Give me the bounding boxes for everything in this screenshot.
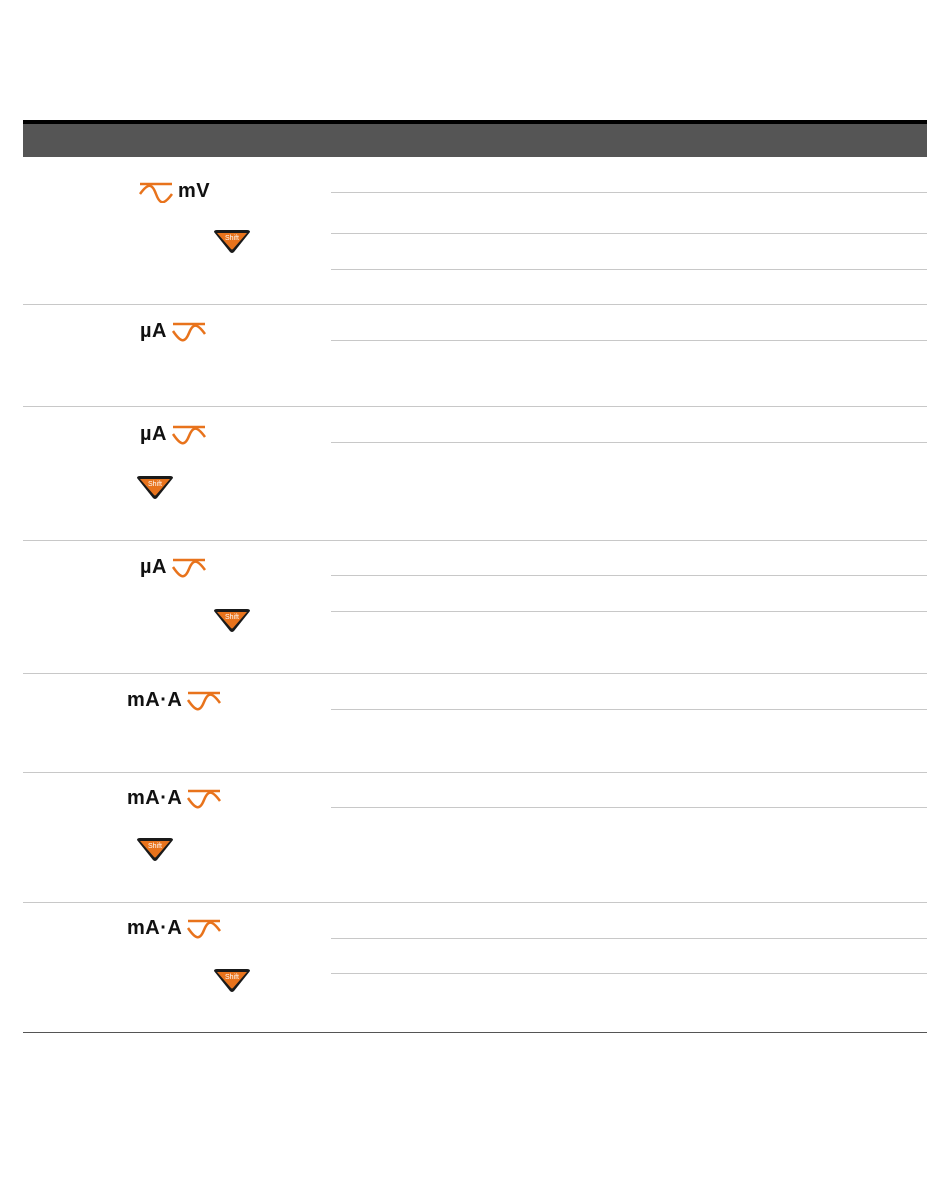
ac-dc-wave-icon xyxy=(171,422,207,446)
ac-dc-wave-icon xyxy=(171,555,207,579)
sub-row-separator xyxy=(331,611,927,612)
table-header-bar xyxy=(23,120,927,157)
row-separator xyxy=(23,673,927,674)
unit-label: µA xyxy=(140,556,167,578)
ac-dc-wave-icon xyxy=(171,319,207,343)
function-label-ua-acdc xyxy=(140,553,207,581)
row-separator xyxy=(23,902,927,903)
function-label-ma-a-acdc xyxy=(127,914,222,942)
ac-dc-wave-icon xyxy=(186,786,222,810)
sub-row-separator xyxy=(331,575,927,576)
sub-row-separator xyxy=(331,709,927,710)
shift-key-label: Shift xyxy=(147,843,163,850)
unit-label: mA·A xyxy=(127,787,183,809)
table-bottom-rule xyxy=(23,1032,927,1033)
shift-key-icon xyxy=(212,608,252,634)
unit-label: mV xyxy=(178,180,211,202)
shift-key-icon xyxy=(135,837,175,863)
row-separator xyxy=(23,540,927,541)
function-label-ac-mv xyxy=(138,177,210,205)
sub-row-separator xyxy=(331,807,927,808)
ac-wave-icon xyxy=(138,179,174,203)
shift-key-icon xyxy=(212,968,252,994)
unit-label: mA·A xyxy=(127,917,183,939)
shift-key-icon xyxy=(135,475,175,501)
ac-dc-wave-icon xyxy=(186,916,222,940)
row-separator xyxy=(23,406,927,407)
function-label-ma-a-acdc xyxy=(127,686,222,714)
shift-key-label: Shift xyxy=(224,235,240,242)
ac-dc-wave-icon xyxy=(186,688,222,712)
sub-row-separator xyxy=(331,938,927,939)
function-label-ua-acdc xyxy=(140,420,207,448)
unit-label: µA xyxy=(140,320,167,342)
sub-row-separator xyxy=(331,233,927,234)
unit-label: mA·A xyxy=(127,689,183,711)
sub-row-separator xyxy=(331,973,927,974)
function-label-ma-a-acdc xyxy=(127,784,222,812)
unit-label: µA xyxy=(140,423,167,445)
function-label-ua-acdc xyxy=(140,317,207,345)
row-separator xyxy=(23,304,927,305)
sub-row-separator xyxy=(331,192,927,193)
shift-key-label: Shift xyxy=(224,614,240,621)
shift-key-label: Shift xyxy=(147,481,163,488)
sub-row-separator xyxy=(331,442,927,443)
shift-key-icon xyxy=(212,229,252,255)
shift-key-label: Shift xyxy=(224,974,240,981)
row-separator xyxy=(23,772,927,773)
sub-row-separator xyxy=(331,269,927,270)
sub-row-separator xyxy=(331,340,927,341)
